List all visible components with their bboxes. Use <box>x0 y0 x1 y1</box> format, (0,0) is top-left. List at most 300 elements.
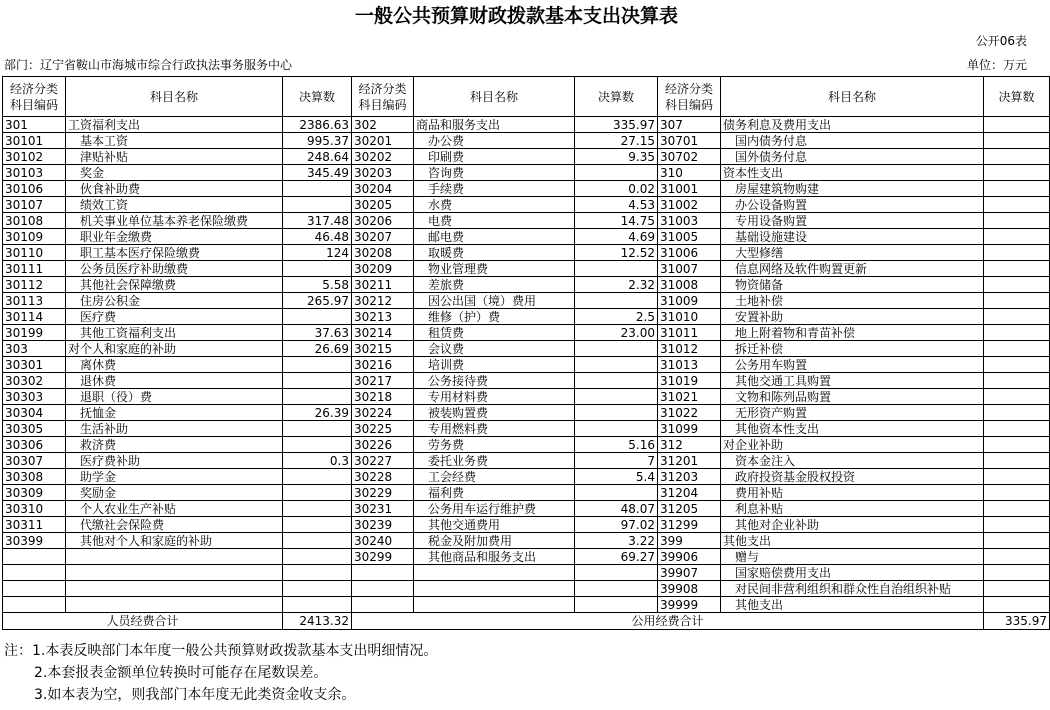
name-cell: 委托业务费 <box>414 453 575 469</box>
amount-cell <box>283 261 352 277</box>
code-cell: 30203 <box>352 165 414 181</box>
name-cell: 资本金注入 <box>721 453 984 469</box>
name-cell: 助学金 <box>66 469 283 485</box>
amount-cell <box>984 245 1050 261</box>
table-row <box>3 341 1050 357</box>
code-cell: 31022 <box>658 405 721 421</box>
code-cell: 30212 <box>352 293 414 309</box>
amount-cell <box>575 357 658 373</box>
code-cell: 31204 <box>658 485 721 501</box>
table-row <box>3 565 1050 581</box>
code-cell: 30113 <box>3 293 66 309</box>
code-cell: 30214 <box>352 325 414 341</box>
name-cell: 其他对企业补助 <box>721 517 984 533</box>
name-cell: 个人农业生产补贴 <box>66 501 283 517</box>
code-cell: 30309 <box>3 485 66 501</box>
table-row <box>3 277 1050 293</box>
name-cell: 办公设备购置 <box>721 197 984 213</box>
header-name: 科目名称 <box>721 77 984 117</box>
code-cell: 30308 <box>3 469 66 485</box>
amount-cell <box>984 581 1050 597</box>
code-cell: 301 <box>3 117 66 133</box>
amount-cell <box>984 341 1050 357</box>
name-cell: 基本工资 <box>66 133 283 149</box>
code-cell: 30399 <box>3 533 66 549</box>
code-cell: 31003 <box>658 213 721 229</box>
amount-cell <box>283 357 352 373</box>
name-cell: 福利费 <box>414 485 575 501</box>
code-cell: 30107 <box>3 197 66 213</box>
table-row <box>3 581 1050 597</box>
amount-cell <box>283 469 352 485</box>
table-row <box>3 229 1050 245</box>
amount-cell <box>575 597 658 613</box>
code-cell: 30229 <box>352 485 414 501</box>
code-cell: 30204 <box>352 181 414 197</box>
code-cell: 30211 <box>352 277 414 293</box>
amount-cell <box>575 389 658 405</box>
name-cell: 咨询费 <box>414 165 575 181</box>
amount-cell <box>984 437 1050 453</box>
name-cell: 文物和陈列品购置 <box>721 389 984 405</box>
name-cell: 对个人和家庭的补助 <box>66 341 283 357</box>
code-cell: 30215 <box>352 341 414 357</box>
code-cell: 30218 <box>352 389 414 405</box>
amount-cell <box>984 533 1050 549</box>
code-cell: 30305 <box>3 421 66 437</box>
name-cell: 退职（役）费 <box>66 389 283 405</box>
department-label: 部门：辽宁省鞍山市海城市综合行政执法事务服务中心 <box>4 58 293 72</box>
amount-cell: 37.63 <box>283 325 352 341</box>
amount-cell <box>283 501 352 517</box>
code-cell: 31008 <box>658 277 721 293</box>
code-cell: 30109 <box>3 229 66 245</box>
public-total-label: 公用经费合计 <box>352 613 984 630</box>
name-cell: 绩效工资 <box>66 197 283 213</box>
name-cell: 其他支出 <box>721 533 984 549</box>
amount-cell <box>984 517 1050 533</box>
table-row <box>3 453 1050 469</box>
amount-cell <box>984 229 1050 245</box>
amount-cell <box>984 197 1050 213</box>
amount-cell <box>984 485 1050 501</box>
amount-cell <box>283 437 352 453</box>
name-cell: 费用补贴 <box>721 485 984 501</box>
name-cell: 维修（护）费 <box>414 309 575 325</box>
code-cell: 30239 <box>352 517 414 533</box>
table-row <box>3 437 1050 453</box>
amount-cell <box>575 341 658 357</box>
name-cell: 工会经费 <box>414 469 575 485</box>
code-cell: 31007 <box>658 261 721 277</box>
code-cell: 30206 <box>352 213 414 229</box>
amount-cell <box>984 469 1050 485</box>
name-cell: 离休费 <box>66 357 283 373</box>
table-row <box>3 165 1050 181</box>
amount-cell <box>575 293 658 309</box>
code-cell: 30208 <box>352 245 414 261</box>
name-cell: 大型修缮 <box>721 245 984 261</box>
code-cell <box>3 597 66 613</box>
name-cell: 赠与 <box>721 549 984 565</box>
table-row <box>3 261 1050 277</box>
form-code: 公开06表 <box>975 34 1027 48</box>
code-cell <box>352 597 414 613</box>
name-cell: 救济费 <box>66 437 283 453</box>
amount-cell: 69.27 <box>575 549 658 565</box>
table-row <box>3 469 1050 485</box>
amount-cell: 7 <box>575 453 658 469</box>
amount-cell: 5.4 <box>575 469 658 485</box>
name-cell: 信息网络及软件购置更新 <box>721 261 984 277</box>
code-cell: 30301 <box>3 357 66 373</box>
code-cell: 30224 <box>352 405 414 421</box>
code-cell: 30202 <box>352 149 414 165</box>
code-cell: 31001 <box>658 181 721 197</box>
name-cell: 住房公积金 <box>66 293 283 309</box>
amount-cell <box>575 581 658 597</box>
amount-cell: 0.02 <box>575 181 658 197</box>
name-cell: 办公费 <box>414 133 575 149</box>
table-row <box>3 597 1050 613</box>
name-cell: 物资储备 <box>721 277 984 293</box>
code-cell: 30310 <box>3 501 66 517</box>
amount-cell: 46.48 <box>283 229 352 245</box>
amount-cell <box>984 421 1050 437</box>
name-cell <box>414 565 575 581</box>
table-row <box>3 325 1050 341</box>
name-cell: 公务接待费 <box>414 373 575 389</box>
name-cell: 土地补偿 <box>721 293 984 309</box>
code-cell: 31012 <box>658 341 721 357</box>
table-row <box>3 485 1050 501</box>
code-cell: 310 <box>658 165 721 181</box>
amount-cell: 248.64 <box>283 149 352 165</box>
personnel-total-amount: 2413.32 <box>283 613 352 630</box>
name-cell: 其他工资福利支出 <box>66 325 283 341</box>
name-cell: 专用燃料费 <box>414 421 575 437</box>
header-code: 经济分类科目编码 <box>658 77 721 117</box>
amount-cell <box>575 165 658 181</box>
public-total-amount: 335.97 <box>984 613 1050 630</box>
amount-cell: 2.5 <box>575 309 658 325</box>
code-cell: 30106 <box>3 181 66 197</box>
amount-cell <box>984 597 1050 613</box>
name-cell: 因公出国（境）费用 <box>414 293 575 309</box>
table-row <box>3 405 1050 421</box>
name-cell: 职业年金缴费 <box>66 229 283 245</box>
code-cell <box>352 565 414 581</box>
name-cell: 医疗费补助 <box>66 453 283 469</box>
table-row <box>3 501 1050 517</box>
amount-cell <box>283 581 352 597</box>
code-cell: 30226 <box>352 437 414 453</box>
name-cell: 专用设备购置 <box>721 213 984 229</box>
code-cell: 31021 <box>658 389 721 405</box>
name-cell <box>66 565 283 581</box>
code-cell: 39906 <box>658 549 721 565</box>
table-row <box>3 213 1050 229</box>
amount-cell <box>283 485 352 501</box>
amount-cell <box>984 389 1050 405</box>
name-cell: 政府投资基金股权投资 <box>721 469 984 485</box>
amount-cell: 5.58 <box>283 277 352 293</box>
name-cell <box>414 597 575 613</box>
amount-cell: 14.75 <box>575 213 658 229</box>
amount-cell: 26.39 <box>283 405 352 421</box>
amount-cell <box>984 325 1050 341</box>
name-cell <box>66 549 283 565</box>
amount-cell: 26.69 <box>283 341 352 357</box>
amount-cell <box>984 213 1050 229</box>
header-amount: 决算数 <box>575 77 658 117</box>
code-cell: 399 <box>658 533 721 549</box>
table-row <box>3 197 1050 213</box>
name-cell: 培训费 <box>414 357 575 373</box>
name-cell: 税金及附加费用 <box>414 533 575 549</box>
amount-cell <box>575 421 658 437</box>
code-cell: 30217 <box>352 373 414 389</box>
name-cell: 退休费 <box>66 373 283 389</box>
amount-cell <box>984 261 1050 277</box>
amount-cell <box>984 133 1050 149</box>
name-cell: 机关事业单位基本养老保险缴费 <box>66 213 283 229</box>
code-cell <box>3 581 66 597</box>
code-cell: 31099 <box>658 421 721 437</box>
code-cell: 30112 <box>3 277 66 293</box>
code-cell: 39908 <box>658 581 721 597</box>
name-cell: 地上附着物和青苗补偿 <box>721 325 984 341</box>
code-cell <box>3 565 66 581</box>
amount-cell <box>575 405 658 421</box>
note-line: 2.本套报表金额单位转换时可能存在尾数误差。 <box>34 665 328 681</box>
code-cell: 30302 <box>3 373 66 389</box>
name-cell: 安置补助 <box>721 309 984 325</box>
name-cell: 手续费 <box>414 181 575 197</box>
code-cell: 30111 <box>3 261 66 277</box>
name-cell: 电费 <box>414 213 575 229</box>
code-cell: 30103 <box>3 165 66 181</box>
table-row <box>3 517 1050 533</box>
code-cell: 39907 <box>658 565 721 581</box>
name-cell: 对企业补助 <box>721 437 984 453</box>
amount-cell: 23.00 <box>575 325 658 341</box>
table-row <box>3 117 1050 133</box>
amount-cell <box>283 533 352 549</box>
code-cell: 31002 <box>658 197 721 213</box>
name-cell: 对民间非营利组织和群众性自治组织补贴 <box>721 581 984 597</box>
name-cell: 公务用车运行维护费 <box>414 501 575 517</box>
name-cell: 国内债务付息 <box>721 133 984 149</box>
code-cell: 30114 <box>3 309 66 325</box>
name-cell: 津贴补贴 <box>66 149 283 165</box>
code-cell: 30110 <box>3 245 66 261</box>
name-cell: 邮电费 <box>414 229 575 245</box>
code-cell: 30101 <box>3 133 66 149</box>
amount-cell <box>283 389 352 405</box>
amount-cell <box>984 549 1050 565</box>
code-cell: 30216 <box>352 357 414 373</box>
code-cell: 30225 <box>352 421 414 437</box>
amount-cell <box>575 565 658 581</box>
code-cell: 30701 <box>658 133 721 149</box>
name-cell <box>66 597 283 613</box>
amount-cell <box>283 197 352 213</box>
amount-cell: 345.49 <box>283 165 352 181</box>
name-cell: 其他交通费用 <box>414 517 575 533</box>
code-cell: 303 <box>3 341 66 357</box>
code-cell: 30205 <box>352 197 414 213</box>
code-cell: 30240 <box>352 533 414 549</box>
name-cell: 物业管理费 <box>414 261 575 277</box>
amount-cell: 124 <box>283 245 352 261</box>
code-cell: 30304 <box>3 405 66 421</box>
name-cell: 房屋建筑物购建 <box>721 181 984 197</box>
name-cell: 取暖费 <box>414 245 575 261</box>
amount-cell: 4.53 <box>575 197 658 213</box>
name-cell: 奖金 <box>66 165 283 181</box>
amount-cell <box>575 261 658 277</box>
amount-cell: 265.97 <box>283 293 352 309</box>
table-row <box>3 389 1050 405</box>
unit-label: 单位：万元 <box>966 58 1027 72</box>
name-cell: 其他资本性支出 <box>721 421 984 437</box>
amount-cell <box>575 485 658 501</box>
amount-cell <box>984 501 1050 517</box>
amount-cell <box>984 277 1050 293</box>
name-cell: 其他支出 <box>721 597 984 613</box>
name-cell: 其他交通工具购置 <box>721 373 984 389</box>
code-cell: 31201 <box>658 453 721 469</box>
code-cell: 30227 <box>352 453 414 469</box>
name-cell: 其他社会保障缴费 <box>66 277 283 293</box>
name-cell: 专用材料费 <box>414 389 575 405</box>
code-cell: 30299 <box>352 549 414 565</box>
code-cell: 307 <box>658 117 721 133</box>
amount-cell <box>984 405 1050 421</box>
name-cell: 劳务费 <box>414 437 575 453</box>
amount-cell: 27.15 <box>575 133 658 149</box>
code-cell: 30303 <box>3 389 66 405</box>
code-cell: 31019 <box>658 373 721 389</box>
code-cell: 30201 <box>352 133 414 149</box>
header-code: 经济分类科目编码 <box>352 77 414 117</box>
code-cell: 30307 <box>3 453 66 469</box>
name-cell: 被装购置费 <box>414 405 575 421</box>
amount-cell <box>984 565 1050 581</box>
amount-cell: 48.07 <box>575 501 658 517</box>
totals-row <box>3 613 1050 630</box>
name-cell <box>414 581 575 597</box>
amount-cell <box>283 309 352 325</box>
table-row <box>3 533 1050 549</box>
name-cell: 利息补贴 <box>721 501 984 517</box>
table-row <box>3 293 1050 309</box>
code-cell: 30231 <box>352 501 414 517</box>
amount-cell <box>283 517 352 533</box>
name-cell: 无形资产购置 <box>721 405 984 421</box>
amount-cell: 12.52 <box>575 245 658 261</box>
table-row <box>3 245 1050 261</box>
code-cell: 39999 <box>658 597 721 613</box>
notes <box>4 640 437 706</box>
code-cell: 31009 <box>658 293 721 309</box>
code-cell: 302 <box>352 117 414 133</box>
name-cell: 公务员医疗补助缴费 <box>66 261 283 277</box>
name-cell: 国外债务付息 <box>721 149 984 165</box>
amount-cell: 5.16 <box>575 437 658 453</box>
expenditure-table <box>2 76 1050 630</box>
name-cell: 其他商品和服务支出 <box>414 549 575 565</box>
amount-cell: 2386.63 <box>283 117 352 133</box>
name-cell: 国家赔偿费用支出 <box>721 565 984 581</box>
table-row <box>3 149 1050 165</box>
amount-cell <box>283 565 352 581</box>
name-cell: 租赁费 <box>414 325 575 341</box>
amount-cell: 317.48 <box>283 213 352 229</box>
name-cell: 基础设施建设 <box>721 229 984 245</box>
name-cell: 差旅费 <box>414 277 575 293</box>
code-cell: 31013 <box>658 357 721 373</box>
name-cell: 商品和服务支出 <box>414 117 575 133</box>
amount-cell: 335.97 <box>575 117 658 133</box>
amount-cell <box>283 181 352 197</box>
header-name: 科目名称 <box>414 77 575 117</box>
code-cell: 30207 <box>352 229 414 245</box>
amount-cell <box>575 373 658 389</box>
name-cell: 水费 <box>414 197 575 213</box>
code-cell <box>352 581 414 597</box>
name-cell: 拆迁补偿 <box>721 341 984 357</box>
amount-cell <box>984 309 1050 325</box>
table-row <box>3 373 1050 389</box>
table-row <box>3 549 1050 565</box>
code-cell: 31006 <box>658 245 721 261</box>
amount-cell <box>283 597 352 613</box>
name-cell: 会议费 <box>414 341 575 357</box>
header-name: 科目名称 <box>66 77 283 117</box>
name-cell: 职工基本医疗保险缴费 <box>66 245 283 261</box>
code-cell: 30306 <box>3 437 66 453</box>
amount-cell <box>283 373 352 389</box>
amount-cell <box>984 165 1050 181</box>
name-cell: 印刷费 <box>414 149 575 165</box>
code-cell: 30311 <box>3 517 66 533</box>
amount-cell: 3.22 <box>575 533 658 549</box>
header-amount: 决算数 <box>283 77 352 117</box>
amount-cell: 4.69 <box>575 229 658 245</box>
header-code: 经济分类科目编码 <box>3 77 66 117</box>
code-cell: 30213 <box>352 309 414 325</box>
code-cell: 31299 <box>658 517 721 533</box>
report-title: 一般公共预算财政拨款基本支出决算表 <box>354 5 678 27</box>
amount-cell: 995.37 <box>283 133 352 149</box>
code-cell: 31011 <box>658 325 721 341</box>
amount-cell: 0.3 <box>283 453 352 469</box>
amount-cell: 9.35 <box>575 149 658 165</box>
name-cell: 抚恤金 <box>66 405 283 421</box>
table-row <box>3 181 1050 197</box>
amount-cell <box>984 357 1050 373</box>
code-cell: 312 <box>658 437 721 453</box>
code-cell: 31205 <box>658 501 721 517</box>
personnel-total-label: 人员经费合计 <box>3 613 283 630</box>
code-cell: 31005 <box>658 229 721 245</box>
name-cell: 债务利息及费用支出 <box>721 117 984 133</box>
code-cell: 30702 <box>658 149 721 165</box>
name-cell: 工资福利支出 <box>66 117 283 133</box>
table-row <box>3 357 1050 373</box>
